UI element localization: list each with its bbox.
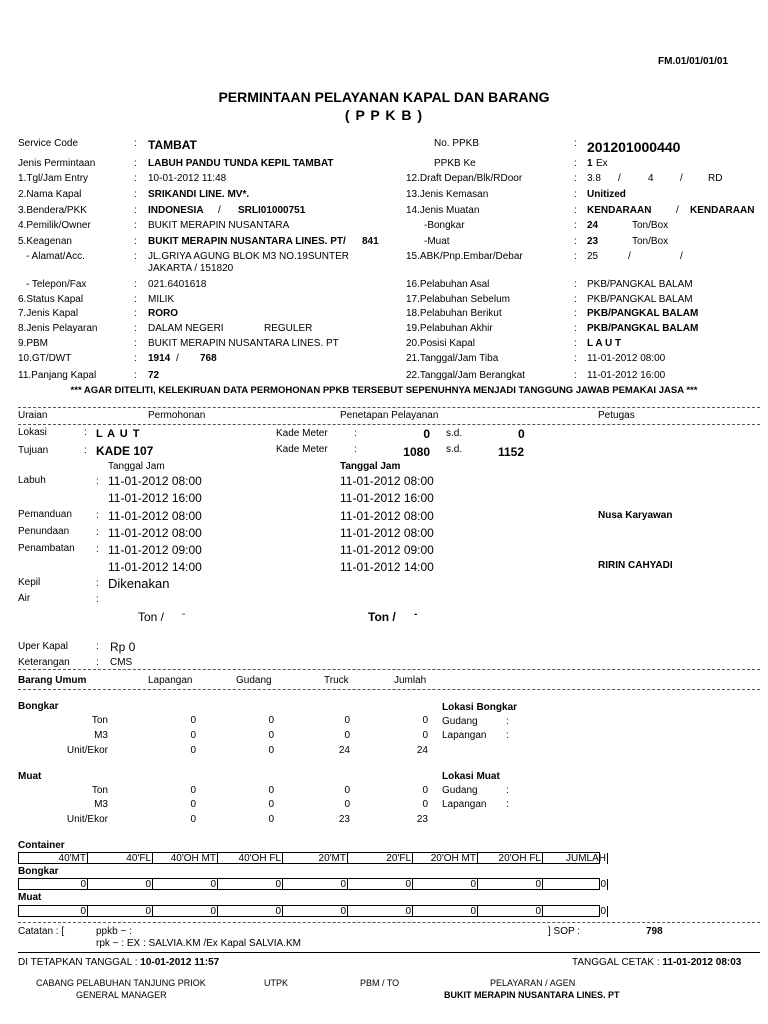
left-value: BUKIT MERAPIN NUSANTARA LINES. PT — [148, 338, 339, 349]
left-label: 5.Keagenan — [18, 236, 72, 247]
barang-cell: 0 — [190, 715, 196, 726]
uper-value: Rp 0 — [110, 640, 136, 654]
barang-umum-title: Barang Umum — [18, 675, 87, 686]
right-label: 20.Posisi Kapal — [406, 338, 475, 349]
page-subtitle: ( P P K B ) — [344, 107, 424, 123]
left-label: 6.Status Kapal — [18, 294, 84, 305]
left-value: TAMBAT — [148, 138, 197, 152]
keterangan-value: CMS — [110, 657, 133, 668]
kepil-value: Dikenakan — [108, 576, 170, 591]
barang-row-label: Unit/Ekor — [66, 814, 108, 825]
right-label: No. PPKB — [434, 138, 480, 149]
kade-to-2: 1152 — [498, 445, 525, 459]
pemanduan-label: Pemanduan — [18, 509, 72, 520]
container-cell: 0 — [413, 879, 478, 890]
left-label: Service Code — [18, 138, 79, 149]
air-label: Air — [18, 593, 31, 604]
container-cell: 0 — [88, 906, 153, 917]
container-header-row — [18, 852, 606, 864]
right-label: 22.Tanggal/Jam Berangkat — [406, 370, 525, 381]
container-muat-label: Muat — [18, 892, 42, 903]
uper-label: Uper Kapal — [18, 641, 69, 652]
right-value: 24 — [587, 220, 599, 231]
left-value2: REGULER — [264, 323, 313, 334]
left-value: 1914 — [148, 353, 171, 364]
kade-from-2: 1080 — [403, 445, 430, 459]
bongkar-title: Bongkar — [18, 701, 59, 712]
container-cell: 20'OH MT — [413, 853, 478, 864]
barang-cell: 0 — [190, 799, 196, 810]
sig-cabang: CABANG PELABUHAN TANJUNG PRIOK — [36, 978, 206, 988]
sig-pbm: PBM / TO — [360, 978, 400, 988]
left-value: INDONESIA — [148, 205, 204, 216]
container-cell: 0 — [478, 879, 543, 890]
container-cell: 0 — [19, 879, 88, 890]
left-value2: SRLI01000751 — [238, 205, 306, 216]
barang-cell: 0 — [344, 715, 350, 726]
kade-to-1: 0 — [518, 427, 525, 441]
kade-from-1: 0 — [423, 427, 430, 441]
container-cell: 0 — [88, 879, 153, 890]
barang-cell: 0 — [268, 730, 274, 741]
notice: *** AGAR DITELITI, KELEKIRUAN DATA PERMOHONAN PPKB TERSEBUT SEPENUHNYA MENJADI TANGGUNG JAWAB PEMAKAI JASA *** — [70, 385, 698, 396]
container-cell: 40'OH MT — [153, 853, 218, 864]
left-value: SRIKANDI LINE. MV*. — [148, 189, 250, 200]
container-cell: 0 — [348, 879, 413, 890]
keterangan-label: Keterangan — [18, 657, 70, 668]
barang-cell: 0 — [268, 814, 274, 825]
barang-cell: 0 — [190, 814, 196, 825]
container-cell: 0 — [19, 906, 88, 917]
barang-cell: 0 — [190, 730, 196, 741]
left-label: 3.Bendera/PKK — [18, 205, 87, 216]
right-label: 17.Pelabuhan Sebelum — [406, 294, 510, 305]
kepil-label: Kepil — [18, 577, 41, 588]
barang-cell: 0 — [422, 715, 428, 726]
penundaan-label: Penundaan — [18, 526, 70, 537]
barang-row-label: Unit/Ekor — [66, 745, 108, 756]
container-cell: 40'OH FL — [218, 853, 283, 864]
container-cell: 0 — [153, 879, 218, 890]
container-cell: 0 — [218, 906, 283, 917]
barang-cell: 24 — [338, 745, 350, 756]
left-label: - Telepon/Fax — [26, 279, 87, 290]
barang-cell: 0 — [268, 715, 274, 726]
right-label: -Muat — [424, 236, 450, 247]
header-penetapan: Penetapan Pelayanan — [340, 410, 439, 421]
left-label: 4.Pemilik/Owner — [18, 220, 91, 231]
rpk-line: rpk ~ : EX : SALVIA.KM /Ex Kapal SALVIA.KM — [96, 938, 301, 949]
right-value: PKB/PANGKAL BALAM — [587, 323, 699, 334]
right-value: KENDARAAN — [587, 205, 652, 216]
left-label: 10.GT/DWT — [18, 353, 72, 364]
left-label: 2.Nama Kapal — [18, 189, 82, 200]
right-value: 1 — [587, 158, 593, 169]
left-label: 8.Jenis Pelayaran — [18, 323, 98, 334]
barang-cell: 0 — [344, 799, 350, 810]
header-permohonan: Permohonan — [148, 410, 206, 421]
barang-row-label: M3 — [94, 799, 108, 810]
container-muat-row — [18, 905, 606, 917]
form-code: FM.01/01/01/01 — [658, 56, 729, 67]
sig-utpk: UTPK — [264, 978, 289, 988]
right-value: 25 — [587, 251, 599, 262]
left-value: JL.GRIYA AGUNG BLOK M3 NO.19SUNTER — [148, 251, 349, 262]
left-value: BUKIT MERAPIN NUSANTARA LINES. PT/ — [148, 236, 346, 247]
barang-row-label: Ton — [91, 785, 108, 796]
container-cell: 0 — [543, 879, 608, 890]
barang-cell: 0 — [190, 785, 196, 796]
sop-value: 798 — [646, 926, 663, 937]
sig-gm: GENERAL MANAGER — [76, 990, 167, 1000]
lokasi-label: Lokasi — [18, 427, 47, 438]
kade-meter-label: Kade Meter — [276, 428, 328, 439]
lokasi-value: L A U T — [96, 428, 141, 440]
right-value: Unitized — [587, 189, 626, 200]
right-value: PKB/PANGKAL BALAM — [587, 308, 699, 319]
pemanduan-officer: Nusa Karyawan — [598, 510, 673, 521]
container-cell: 40'FL — [88, 853, 153, 864]
left-label: 11.Panjang Kapal — [18, 370, 97, 381]
catatan-label: Catatan : [ — [18, 926, 65, 937]
container-cell: 40'MT — [19, 853, 88, 864]
tujuan-value: KADE 107 — [96, 444, 154, 458]
barang-row-label: M3 — [94, 730, 108, 741]
container-cell: 0 — [348, 906, 413, 917]
right-value: L A U T — [587, 338, 622, 349]
barang-cell: 0 — [190, 745, 196, 756]
container-cell: 0 — [283, 879, 348, 890]
cetak-label: TANGGAL CETAK : 11-01-2012 08:03 — [572, 957, 742, 968]
left-value: DALAM NEGERI — [148, 323, 224, 334]
left-value2: 768 — [200, 353, 217, 364]
right-value: PKB/PANGKAL BALAM — [587, 279, 693, 290]
container-cell: 0 — [478, 906, 543, 917]
barang-cell: 0 — [344, 785, 350, 796]
left-value: MILIK — [148, 294, 175, 305]
penambatan-officer: RIRIN CAHYADI — [598, 560, 673, 571]
sig-agent-name: BUKIT MERAPIN NUSANTARA LINES. PT — [444, 990, 620, 1000]
left-label: Jenis Permintaan — [18, 158, 96, 169]
header-uraian: Uraian — [18, 410, 48, 421]
right-label: 12.Draft Depan/Blk/RDoor — [406, 173, 523, 184]
tujuan-label: Tujuan — [18, 445, 49, 456]
left-value: 021.6401618 — [148, 279, 207, 290]
container-cell: 0 — [283, 906, 348, 917]
right-label: 15.ABK/Pnp.Embar/Debar — [406, 251, 523, 262]
ditetapkan-label: DI TETAPKAN TANGGAL : 10-01-2012 11:57 — [18, 957, 220, 968]
right-value: 11-01-2012 16:00 — [587, 370, 666, 381]
header-petugas: Petugas — [598, 410, 635, 421]
container-cell: 20'FL — [348, 853, 413, 864]
right-label: 18.Pelabuhan Berikut — [406, 308, 502, 319]
right-label: 21.Tanggal/Jam Tiba — [406, 353, 499, 364]
right-label: 13.Jenis Kemasan — [406, 189, 489, 200]
barang-cell: 23 — [338, 814, 350, 825]
right-value: PKB/PANGKAL BALAM — [587, 294, 693, 305]
right-label: PPKB Ke — [434, 158, 476, 169]
container-cell: 0 — [153, 906, 218, 917]
left-label: 7.Jenis Kapal — [18, 308, 79, 319]
left-value: RORO — [148, 308, 178, 319]
barang-cell: 0 — [422, 785, 428, 796]
right-label: 16.Pelabuhan Asal — [406, 279, 490, 290]
right-value: 3.8 — [587, 173, 601, 184]
right-label: 14.Jenis Muatan — [406, 205, 480, 216]
left-label: - Alamat/Acc. — [26, 251, 85, 262]
barang-cell: 0 — [268, 799, 274, 810]
container-bongkar-row — [18, 878, 606, 890]
container-cell: 0 — [543, 906, 608, 917]
container-cell: JUMLAH — [543, 853, 608, 864]
sop-label: ] SOP : — [548, 926, 581, 937]
right-label: -Bongkar — [424, 220, 465, 231]
right-label: 19.Pelabuhan Akhir — [406, 323, 493, 334]
barang-cell: 0 — [422, 730, 428, 741]
left-value2: JAKARTA / 151820 — [148, 263, 234, 274]
right-value: 11-01-2012 08:00 — [587, 353, 666, 364]
penambatan-label: Penambatan — [18, 543, 75, 554]
barang-cell: 23 — [416, 814, 428, 825]
container-cell: 0 — [218, 879, 283, 890]
right-value: 23 — [587, 236, 599, 247]
labuh-label: Labuh — [18, 475, 46, 486]
container-cell: 20'OH FL — [478, 853, 543, 864]
barang-cell: 0 — [344, 730, 350, 741]
container-bongkar-label: Bongkar — [18, 866, 59, 877]
container-title: Container — [18, 840, 65, 851]
barang-row-label: Ton — [91, 715, 108, 726]
left-value: LABUH PANDU TUNDA KEPIL TAMBAT — [148, 158, 334, 169]
barang-cell: 0 — [268, 745, 274, 756]
container-cell: 20'MT — [283, 853, 348, 864]
left-value: BUKIT MERAPIN NUSANTARA — [148, 220, 290, 231]
barang-cell: 0 — [422, 799, 428, 810]
right-value: 201201000440 — [587, 139, 681, 155]
left-value2: 841 — [362, 236, 379, 247]
left-value: 10-01-2012 11:48 — [148, 173, 227, 184]
muat-title: Muat — [18, 771, 42, 782]
barang-cell: 0 — [268, 785, 274, 796]
container-cell: 0 — [413, 906, 478, 917]
left-value: 72 — [148, 370, 160, 381]
left-label: 1.Tgl/Jam Entry — [18, 173, 89, 184]
page-title: PERMINTAAN PELAYANAN KAPAL DAN BARANG — [218, 89, 550, 105]
sig-pelayaran: PELAYARAN / AGEN — [490, 978, 576, 988]
left-label: 9.PBM — [18, 338, 49, 349]
barang-cell: 24 — [416, 745, 428, 756]
